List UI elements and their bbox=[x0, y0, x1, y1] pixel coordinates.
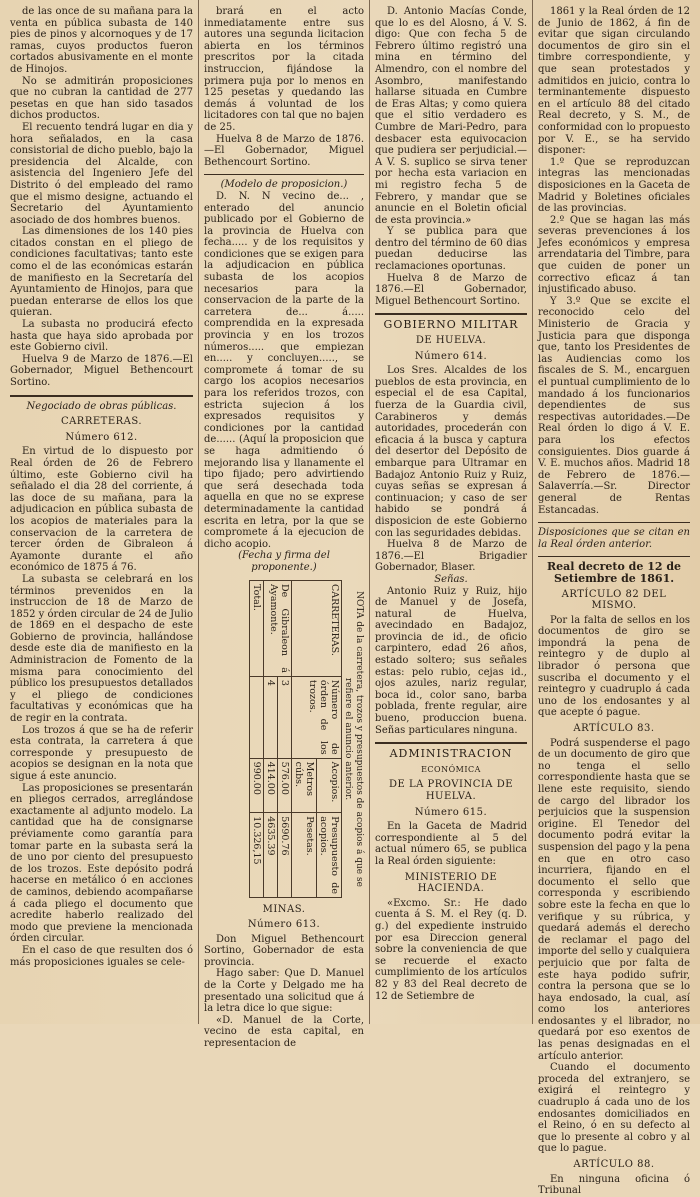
paragraph: Los trozos á que se ha de referir esta contrata, la carretera á que corresponde y presupuesto de acopios se designan en la nota que sigue á este anuncio. bbox=[10, 724, 193, 782]
column-rule bbox=[532, 0, 533, 1024]
paragraph: No se admitirán proposiciones que no cubran la cantidad de 277 pesetas en que han sido tasados dichos productos. bbox=[10, 75, 193, 122]
separator bbox=[538, 522, 690, 523]
paragraph: El recuento tendrá lugar en dia y hora señalados, en la casa consistorial de dicho pueblo, bajo la presidencia del Alcalde, con asistencia del Ingeniero Jefe del Distrito ó del empleado del ramo que el mismo designe, actuando el Secretario del Ayuntamiento asociado de dos hombres buenos. bbox=[10, 121, 193, 226]
paragraph: 2.º Que se hagan las más severas prevenciones á los Jefes económicos y empresa arrendataria del Timbre, para que cuiden de poner un correctivo eficaz á tan injustificado abuso. bbox=[538, 214, 690, 296]
header-acopios: Acopios. bbox=[317, 758, 342, 813]
column-1 bbox=[6, 0, 197, 1024]
section-subheading: ECONÓMICA bbox=[421, 764, 481, 774]
separator bbox=[204, 174, 364, 175]
header-carreteras: CARRETERAS. bbox=[292, 580, 342, 676]
paragraph: D. N. N vecino de... , enterado del anuncio publicado por el Gobierno de la provincia de Huelva con fecha..... y de los requisitos y condiciones que se exigen para la adjudicacion en pública subasta de los acopios necesarios para la conservacion de la parte de la carretera de... á..... comprendida en la expresada provincia y en los trozos números..... que empiezan en..... y concluyen....., se compromete á tomar de su cargo los acopios necesarios para los referidos trozos, con estricta sujecion á los expresados requisitos y condiciones por la cantidad de...... (Aquí la proposicion que se haga admitiendo ó mejorando lisa y llanamente el tipo fijado; pero advirtiendo que será desechada toda aquella en que no se exprese determinadamente la cantidad escrita en letra, por la que se compromete á la ejecucion de dicho acopio. bbox=[204, 190, 364, 550]
metros-cell: 414.00 bbox=[264, 758, 278, 813]
paragraph: En virtud de lo dispuesto por Real órden de 26 de Febrero último, este Gobierno civil ha señalado el dia 28 del corriente, á las doce de su mañana, para la adjudicacion en pública subasta de los acopios de materiales para la conservacion de la carretera de tercer órden de Gibraleon á Ayamonte durante el año económico de 1875 á 76. bbox=[10, 446, 193, 574]
section-heading: ADMINISTRACION bbox=[389, 747, 513, 761]
total-metros: 990.00 bbox=[250, 758, 264, 813]
article-heading: ARTÍCULO 83. bbox=[573, 723, 655, 735]
paragraph: 1.º Que se reproduzcan integras las mencionadas disposiciones en la Gaceta de Madrid y Boletines oficiales de las provincias. bbox=[538, 156, 690, 215]
table-caption: NOTA de la carretera, trozos y presupuestos de acopios á que se refiere el anuncio anterior. bbox=[343, 590, 364, 887]
subsection-heading: Señas. bbox=[434, 573, 468, 585]
rotated-table bbox=[204, 580, 364, 898]
article-heading: ARTÍCULO 88. bbox=[573, 1159, 655, 1170]
paragraph: En el caso de que resulten dos ó más proposiciones iguales se cele- bbox=[10, 944, 193, 968]
section-heading: GOBIERNO MILITAR bbox=[383, 318, 519, 332]
metros-cell: 576.00 bbox=[278, 758, 292, 813]
dispositions-note: Disposiciones que se citan en la Real órden anterior. bbox=[538, 527, 690, 550]
model-heading: (Modelo de proposicion.) bbox=[220, 179, 348, 191]
total-label: Total. bbox=[250, 580, 264, 676]
column-rule bbox=[198, 0, 199, 1024]
separator bbox=[375, 742, 527, 744]
paragraph: En la Gaceta de Madrid correspondiente al 5 del actual número 65, se publica la Real órden siguiente: bbox=[375, 821, 527, 867]
signature-line: Huelva 8 de Marzo de 1876.—El Brigadier Gobernador, Blaser. bbox=[375, 539, 527, 574]
paragraph: de las once de su mañana para la venta en pública subasta de 140 pies de pinos y alcornoques y de 17 ramas, cuyos productos fueron cortados abusivamente en el monte de Hinojos. bbox=[10, 6, 193, 75]
paragraph: 1861 y la Real órden de 12 de Junio de 1862, á fin de evitar que sigan circulando documentos de giro sin el timbre correspondiente, y que sean protestados y admitidos en juicio, contra lo terminantemente dispuesto en el artículo 88 del citado Real decreto, y S. M., de conformidad con lo propuesto por V. E., se ha servido disponer: bbox=[538, 6, 690, 157]
notice-number: Número 615. bbox=[414, 806, 488, 818]
paragraph: Las dimensiones de los 140 pies citados constan en el pliego de condiciones facultativas; tanto este como el de las económicas estarán de manifiesto en la Secretaría del Ayuntamiento de Hinojos, para que puedan enterarse de ellos los que quieran. bbox=[10, 226, 193, 319]
paragraph: Podrá suspenderse el pago de un documento de giro que no tenga el sello correspondiente hasta que se llene este requisito, siendo de cargo del librador los perjuicios que la suspension origine. El Tenedor del documento podrá evitar la suspension del pago y la pena en que en otro caso incurriera, fijando en el documento el sello que corresponda y escribiendo sobre este la fecha en que lo verifique y su rúbrica, y quedará además el derecho de reclamar el pago del importe del sello y cualquiera perjuicio que por falta de este haya podido sufrir, contra la persona que se lo haya endosado, la cual, así como los anteriores endosantes y el librador, no quedará por eso exentos de las penas designadas en el artículo anterior. bbox=[538, 737, 690, 1062]
paragraph: En ninguna oficina ó Tribunal bbox=[538, 1173, 690, 1197]
paragraph: D. Antonio Macías Conde, que lo es del Alosno, á V. S. digo: Que con fecha 5 de Febrero último registró una mina en término del Almendro, con el nombre del Asombro, manifestando hallarse situada en Cumbre de Eras Altas; y como quiera que el sitio verdadero es Cumbre de Mari-Pedro, para desbacer esta equivocacion que pudiera ser perjudicial.—A V. S. suplico se sirva tener por hecha esta variacion en mi registro fecha 5 de Febrero, y mandar que se anuncie en el Boletin oficial de esta provincia.» bbox=[375, 6, 527, 226]
trozo-cell: 4 bbox=[264, 676, 278, 758]
paragraph: La subasta se celebrará en los términos prevenidos en la instruccion de 18 de Marzo de 1852 y órden circular de 24 de Julio de 1869 en el despacho de este Gobierno de provincia, hallándose desde este dia de manifiesto en la Administracion de Fomento de la misma para conocimiento del público los presupuestos detallados y el pliego de condiciones facultativas y económicas que ha de regir en la contrata. bbox=[10, 573, 193, 725]
header-presupuesto: Presupuesto de acopios. bbox=[317, 812, 342, 897]
pesetas-cell: 4635.39 bbox=[264, 812, 278, 897]
notice-number: Número 613. bbox=[247, 919, 321, 931]
article-heading: ARTÍCULO 82 DEL MISMO. bbox=[561, 588, 667, 612]
separator bbox=[375, 313, 527, 315]
signature-line: Huelva 8 de Marzo de 1876.—El Gobernador, Miguel Bethencourt Sortino. bbox=[204, 133, 364, 168]
trozo-cell: 3 bbox=[278, 676, 292, 758]
column-2 bbox=[200, 0, 368, 1050]
paragraph: Antonio Ruiz y Ruiz, hijo de Manuel y de Josefa, natural de Huelva, avecindado en Badajoz, provincia de id., de oficio carpintero, edad 26 años, estado soltero; sus señales estas: pelo rubio, cejas id., ojos azules, nariz regular, boca id., color sano, barba poblada, frente regular, aire bueno, produccion buena. Señas particulares ninguna. bbox=[375, 585, 527, 736]
separator bbox=[538, 556, 690, 557]
acopios-table bbox=[249, 580, 342, 898]
paragraph: «Excmo. Sr.: He dado cuenta á S. M. el Rey (q. D. g.) del expediente instruido por esa Direccion general sobre la conveniencia de que se recuerde el exacto cumplimiento de los artículos 82 y 83 del Real decreto de 12 de Setiembre de bbox=[375, 897, 527, 1002]
paragraph: Cuando el documento proceda del extranjero, se exigirá el reintegro y cuadruplo á cada uno de los endosantes domiciliados en el Reino, ó en su defecto al que lo presente al cobro y al que lo pague. bbox=[538, 1062, 690, 1155]
pesetas-cell: 5690.76 bbox=[278, 812, 292, 897]
road-name: De Gibraleon á Ayamonte. bbox=[264, 580, 292, 676]
paragraph: Y se publica para que dentro del término de 60 dias puedan deducirse las reclamaciones oportunas. bbox=[375, 226, 527, 273]
section-subheading: DE HUELVA. bbox=[415, 335, 487, 347]
paragraph: La subasta no producirá efecto hasta que haya sido aprobada por este Gobierno civil. bbox=[10, 319, 193, 354]
empty-cell bbox=[250, 676, 264, 758]
signature-line: Huelva 9 de Marzo de 1876.—El Gobernador, Miguel Bethencourt Sortino. bbox=[10, 353, 193, 388]
column-4 bbox=[534, 0, 694, 1197]
section-subheading: DE LA PROVINCIA DE HUELVA. bbox=[388, 779, 514, 802]
notice-number: Número 614. bbox=[414, 350, 488, 362]
paragraph: «D. Manuel de la Corte, vecino de esta capital, en representacion de bbox=[204, 1014, 364, 1050]
paragraph: Hago saber: Que D. Manuel de la Corte y Delgado me ha presentado una solicitud que á la letra dice lo que sigue: bbox=[204, 968, 364, 1015]
section-heading: MINAS. bbox=[262, 903, 306, 915]
section-heading: Negociado de obras públicas. bbox=[26, 400, 177, 412]
total-pesetas: 10.326,15 bbox=[250, 812, 264, 897]
table-total-row bbox=[250, 580, 264, 897]
column-rule bbox=[369, 0, 370, 1024]
separator bbox=[10, 395, 193, 397]
table-row bbox=[278, 580, 292, 897]
ministry-heading: MINISTERIO DE HACIENDA. bbox=[404, 871, 498, 895]
paragraph: Por la falta de sellos en los documentos de giro se impondrá la pena de reintegro y de duplo al librador ó persona que suscriba el documento y el reintegro y cuadruplo á cada uno de los endosantes y al que acepte ó pague. bbox=[538, 614, 690, 719]
column-3 bbox=[371, 0, 531, 1024]
paragraph: Las proposiciones se presentarán en pliegos cerrados, arreglándose exactamente al adjunto modelo. La cantidad que ha de consignarse préviamente como garantía para tomar parte en la subasta será la de uno por ciento del presupuesto de los trozos. Este depósito podrá hacerse en metálico ó en acciones de caminos, debiendo acompañarse á cada pliego el documento que acredite haberlo realizado del modo que previene la mencionada órden circular. bbox=[10, 782, 193, 945]
notice-number: Número 612. bbox=[65, 431, 138, 443]
header-pesetas: Pesetas. bbox=[292, 812, 317, 897]
paragraph: Los Sres. Alcaldes de los pueblos de esta provincia, en especial el de esa Capital, fuerza de la Guardia civil, Carabineros y demás autoridades, procederán con eficacia á la busca y captura del desertor del Depósito de embarque para Ultramar en Badajoz Antonio Ruiz y Ruiz, cuyas señas se expresan á continuacion; y caso de ser habido se pondrá á disposicion de este Gobierno con las seguridades debidas. bbox=[375, 365, 527, 539]
signature-line: Huelva 8 de Marzo de 1876.—El Gobernador, Miguel Bethencourt Sortino. bbox=[375, 272, 527, 307]
decree-heading: Real decreto de 12 de Setiembre de 1861. bbox=[546, 560, 682, 585]
subsection-heading: CARRETERAS. bbox=[60, 416, 143, 428]
rotated-table-wrap bbox=[204, 580, 364, 898]
paragraph: Y 3.º Que se excite el reconocido celo del Ministerio de Gracia y Justicia para que disponga que, tanto los Presidentes de las Audiencias como los fiscales de S. M., encarguen el puntual cumplimiento de lo mandado á los funcionarios dependientes de sus respectivas autoridades.—De Real órden lo digo á V. E. para los efectos consiguientes. Dios guarde á V. E. muchos años. Madrid 18 de Febrero de 1876.—Salaverría.—Sr. Director general de Rentas Estancadas. bbox=[538, 295, 690, 516]
paragraph: Don Miguel Bethencourt Sortino, Gobernador de esta provincia. bbox=[204, 933, 364, 968]
paragraph: brará en el acto inmediatamente entre sus autores una segunda licitacion abierta en los términos prescritos por la citada instruccion, fijándose la primera puja por lo menos en 125 pesetas y quedando las demás á voluntad de los licitadores con tal que no bajen de 25. bbox=[204, 6, 364, 133]
header-metros: Metros cúbs. bbox=[292, 758, 317, 813]
header-trozos: Número de órden de los trozos. bbox=[292, 676, 342, 758]
signature-note: (Fecha y firma del proponente.) bbox=[238, 550, 330, 573]
